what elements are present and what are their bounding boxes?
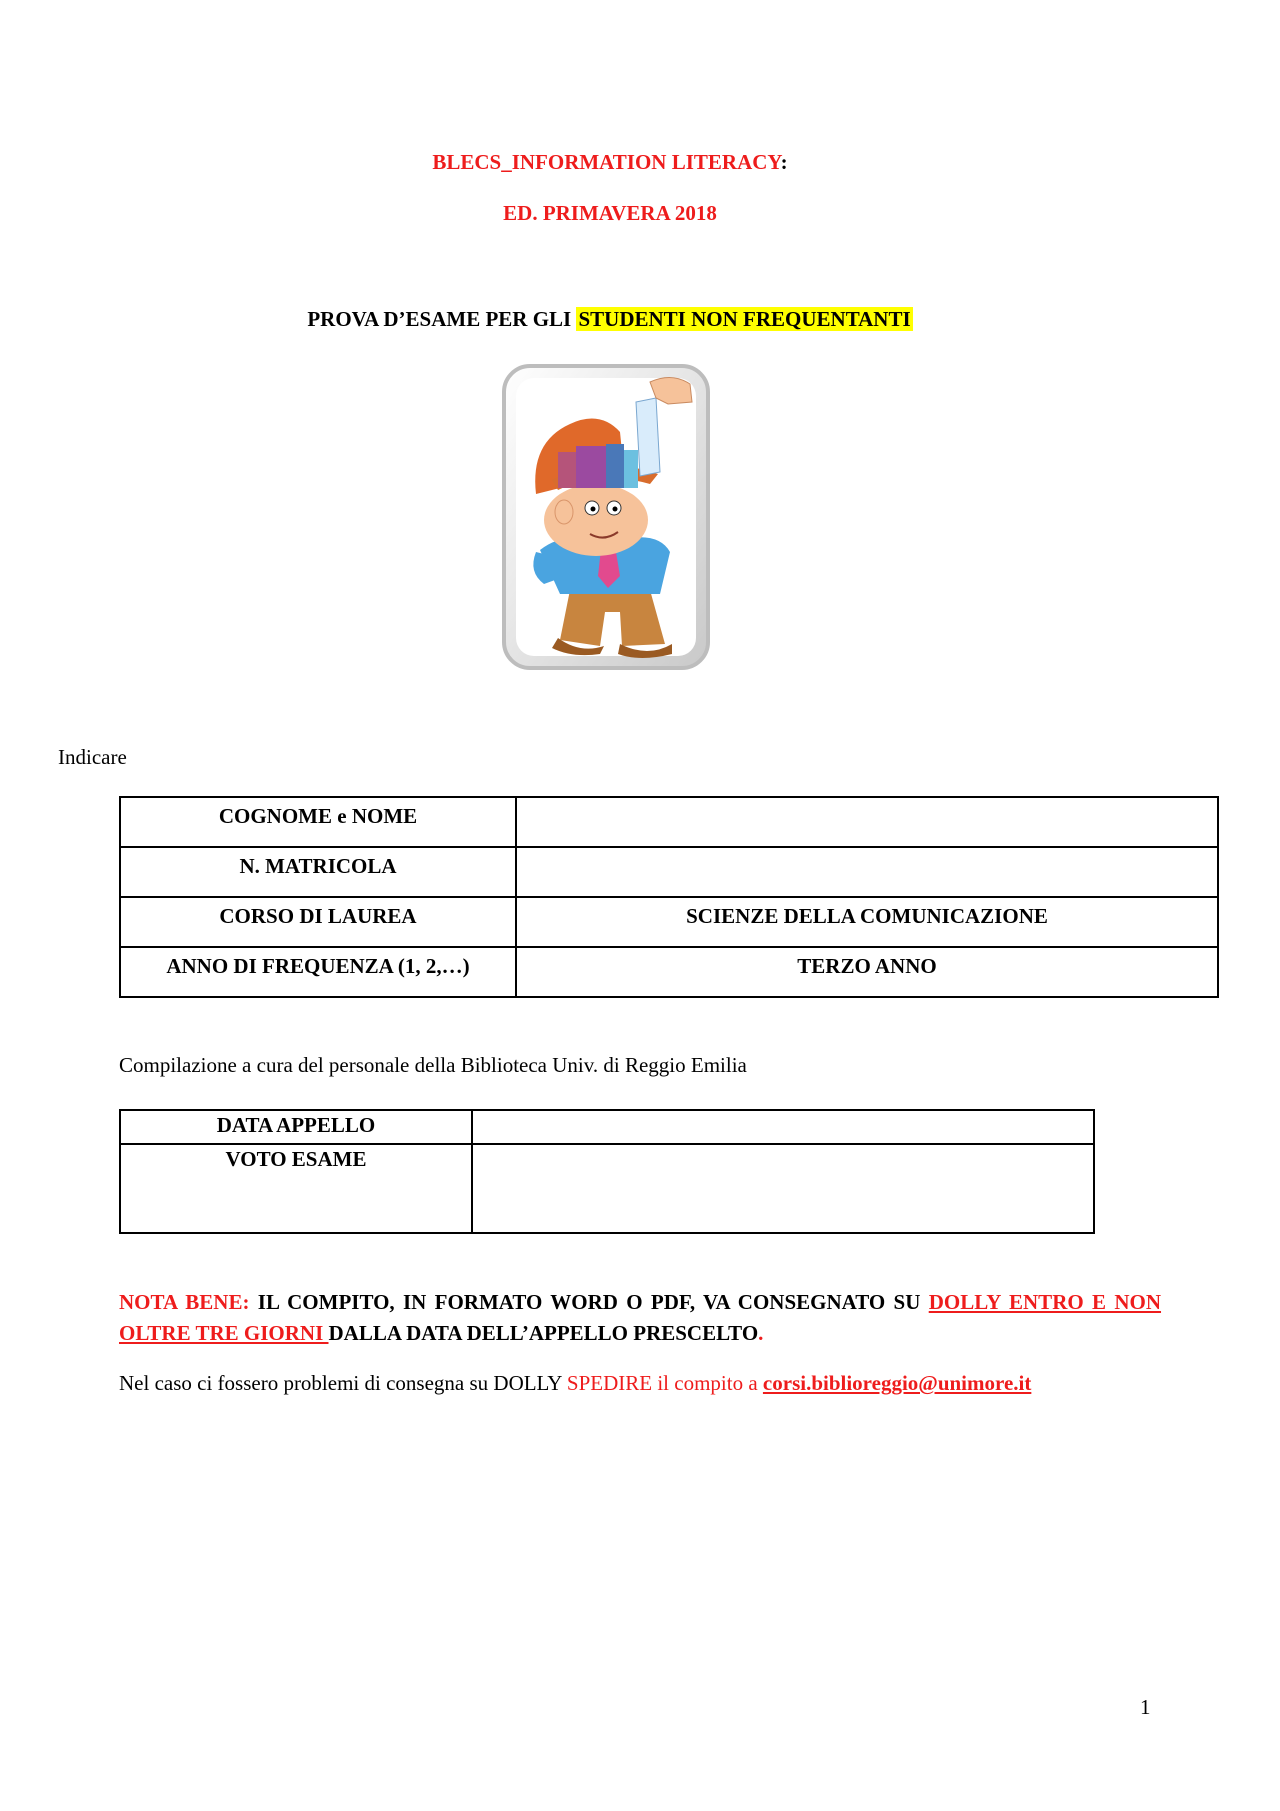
course-title-text: BLECS_INFORMATION LITERACY xyxy=(432,150,781,174)
exam-grade-field[interactable] xyxy=(472,1144,1094,1233)
staff-section-intro: Compilazione a cura del personale della Biblioteca Univ. di Reggio Emilia xyxy=(119,1053,747,1077)
course-title xyxy=(0,150,1220,175)
attendance-year-label: ANNO DI FREQUENZA (1, 2,…) xyxy=(120,947,516,997)
exam-date-label: DATA APPELLO xyxy=(120,1110,472,1144)
exam-date-field[interactable] xyxy=(472,1110,1094,1144)
indicate-label: Indicare xyxy=(58,745,127,769)
notice-text-1: IL COMPITO, IN FORMATO WORD O PDF, VA CONSEGNATO SU xyxy=(249,1290,929,1314)
notice-text-2: DALLA DATA DELL’APPELLO PRESCELTO xyxy=(328,1321,759,1345)
page-number: 1 xyxy=(1140,1695,1151,1719)
exam-title-prefix: PROVA D’ESAME PER GLI xyxy=(307,307,577,331)
contact-text-1: Nel caso ci fossero problemi di consegna su DOLLY xyxy=(119,1371,567,1395)
student-with-open-head-books-icon xyxy=(500,362,712,672)
degree-course-value: SCIENZE DELLA COMUNICAZIONE xyxy=(516,897,1218,947)
notice-underlined-text: DOLLY ENTRO E NON OLTRE TRE GIORNI xyxy=(119,1290,1162,1345)
email-link[interactable]: corsi.biblioreggio@unimore.it xyxy=(762,1371,1032,1395)
table-row xyxy=(120,947,1218,997)
table-row xyxy=(120,897,1218,947)
table-row xyxy=(120,1110,1094,1144)
exam-title xyxy=(0,307,1220,332)
degree-course-label: CORSO DI LAUREA xyxy=(120,897,516,947)
table-row xyxy=(120,847,1218,897)
table-row xyxy=(120,1144,1094,1233)
table-row xyxy=(120,797,1218,847)
notice-label: NOTA BENE: xyxy=(119,1290,250,1314)
edition-title: ED. PRIMAVERA 2018 xyxy=(503,201,717,225)
contact-text-2: SPEDIRE il compito a xyxy=(566,1371,763,1395)
student-id-field[interactable] xyxy=(516,847,1218,897)
student-id-label: N. MATRICOLA xyxy=(120,847,516,897)
surname-name-label: COGNOME e NOME xyxy=(120,797,516,847)
student-info-table xyxy=(119,796,1219,998)
staff-table xyxy=(119,1109,1095,1234)
exam-title-highlight: STUDENTI NON FREQUENTANTI xyxy=(578,307,911,331)
notice-end: . xyxy=(758,1321,764,1345)
attendance-year-value: TERZO ANNO xyxy=(516,947,1218,997)
exam-grade-label: VOTO ESAME xyxy=(120,1144,472,1233)
notice-paragraph xyxy=(119,1287,1161,1349)
student-illustration xyxy=(500,362,712,672)
contact-paragraph xyxy=(119,1371,1031,1396)
course-title-colon: : xyxy=(780,150,788,174)
surname-name-field[interactable] xyxy=(516,797,1218,847)
